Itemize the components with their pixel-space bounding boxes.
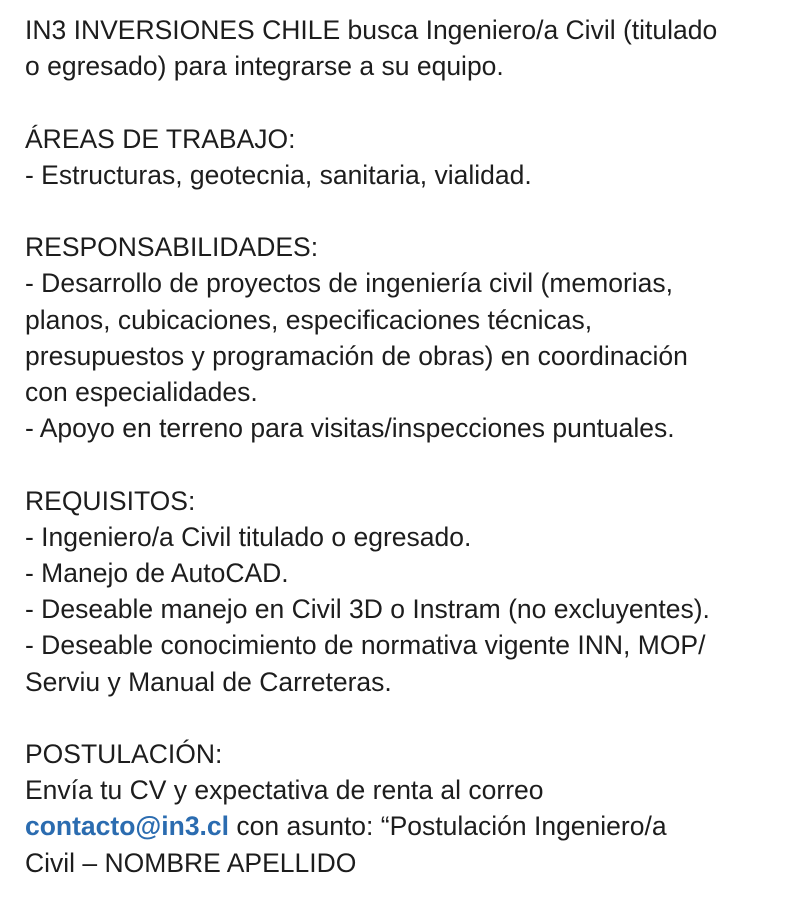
spacer <box>25 193 781 229</box>
responsabilidades-line: planos, cubicaciones, especificaciones técnicas, <box>25 304 593 335</box>
email-link[interactable]: contacto@in3.cl <box>25 811 230 842</box>
postulacion-line: Envía tu CV y expectativa de renta al correo <box>25 775 544 806</box>
postulacion-email-line <box>25 808 781 844</box>
responsabilidades-line: presupuestos y programación de obras) en coordinación <box>25 340 688 371</box>
spacer <box>25 84 781 120</box>
areas-item: - Estructuras, geotecnia, sanitaria, vialidad. <box>25 159 532 190</box>
requisitos-heading: REQUISITOS: <box>25 485 196 516</box>
responsabilidades-heading: RESPONSABILIDADES: <box>25 232 319 263</box>
requisitos-line: - Deseable conocimiento de normativa vigente INN, MOP/ <box>25 630 706 661</box>
areas-heading: ÁREAS DE TRABAJO: <box>25 123 296 154</box>
responsabilidades-line: con especialidades. <box>25 377 258 407</box>
responsabilidades-line: - Desarrollo de proyectos de ingeniería civil (memorias, <box>25 268 674 299</box>
postulacion-heading: POSTULACIÓN: <box>25 739 223 769</box>
intro-line: o egresado) para integrarse a su equipo. <box>25 51 504 82</box>
requisitos-line: - Deseable manejo en Civil 3D o Instram (no excluyentes). <box>25 594 710 625</box>
postulacion-subject-text: con asunto: “Postulación Ingeniero/a <box>229 811 667 842</box>
spacer <box>25 446 781 482</box>
requisitos-line: Serviu y Manual de Carreteras. <box>25 666 392 697</box>
postulacion-line: Civil – NOMBRE APELLIDO <box>25 847 357 878</box>
intro-line: IN3 INVERSIONES CHILE busca Ingeniero/a Civil (titulado <box>25 15 718 45</box>
requisitos-line: - Ingeniero/a Civil titulado o egresado. <box>25 521 472 552</box>
spacer <box>25 700 781 736</box>
responsabilidades-line: - Apoyo en terreno para visitas/inspecciones puntuales. <box>25 413 675 444</box>
requisitos-line: - Manejo de AutoCAD. <box>25 558 289 588</box>
